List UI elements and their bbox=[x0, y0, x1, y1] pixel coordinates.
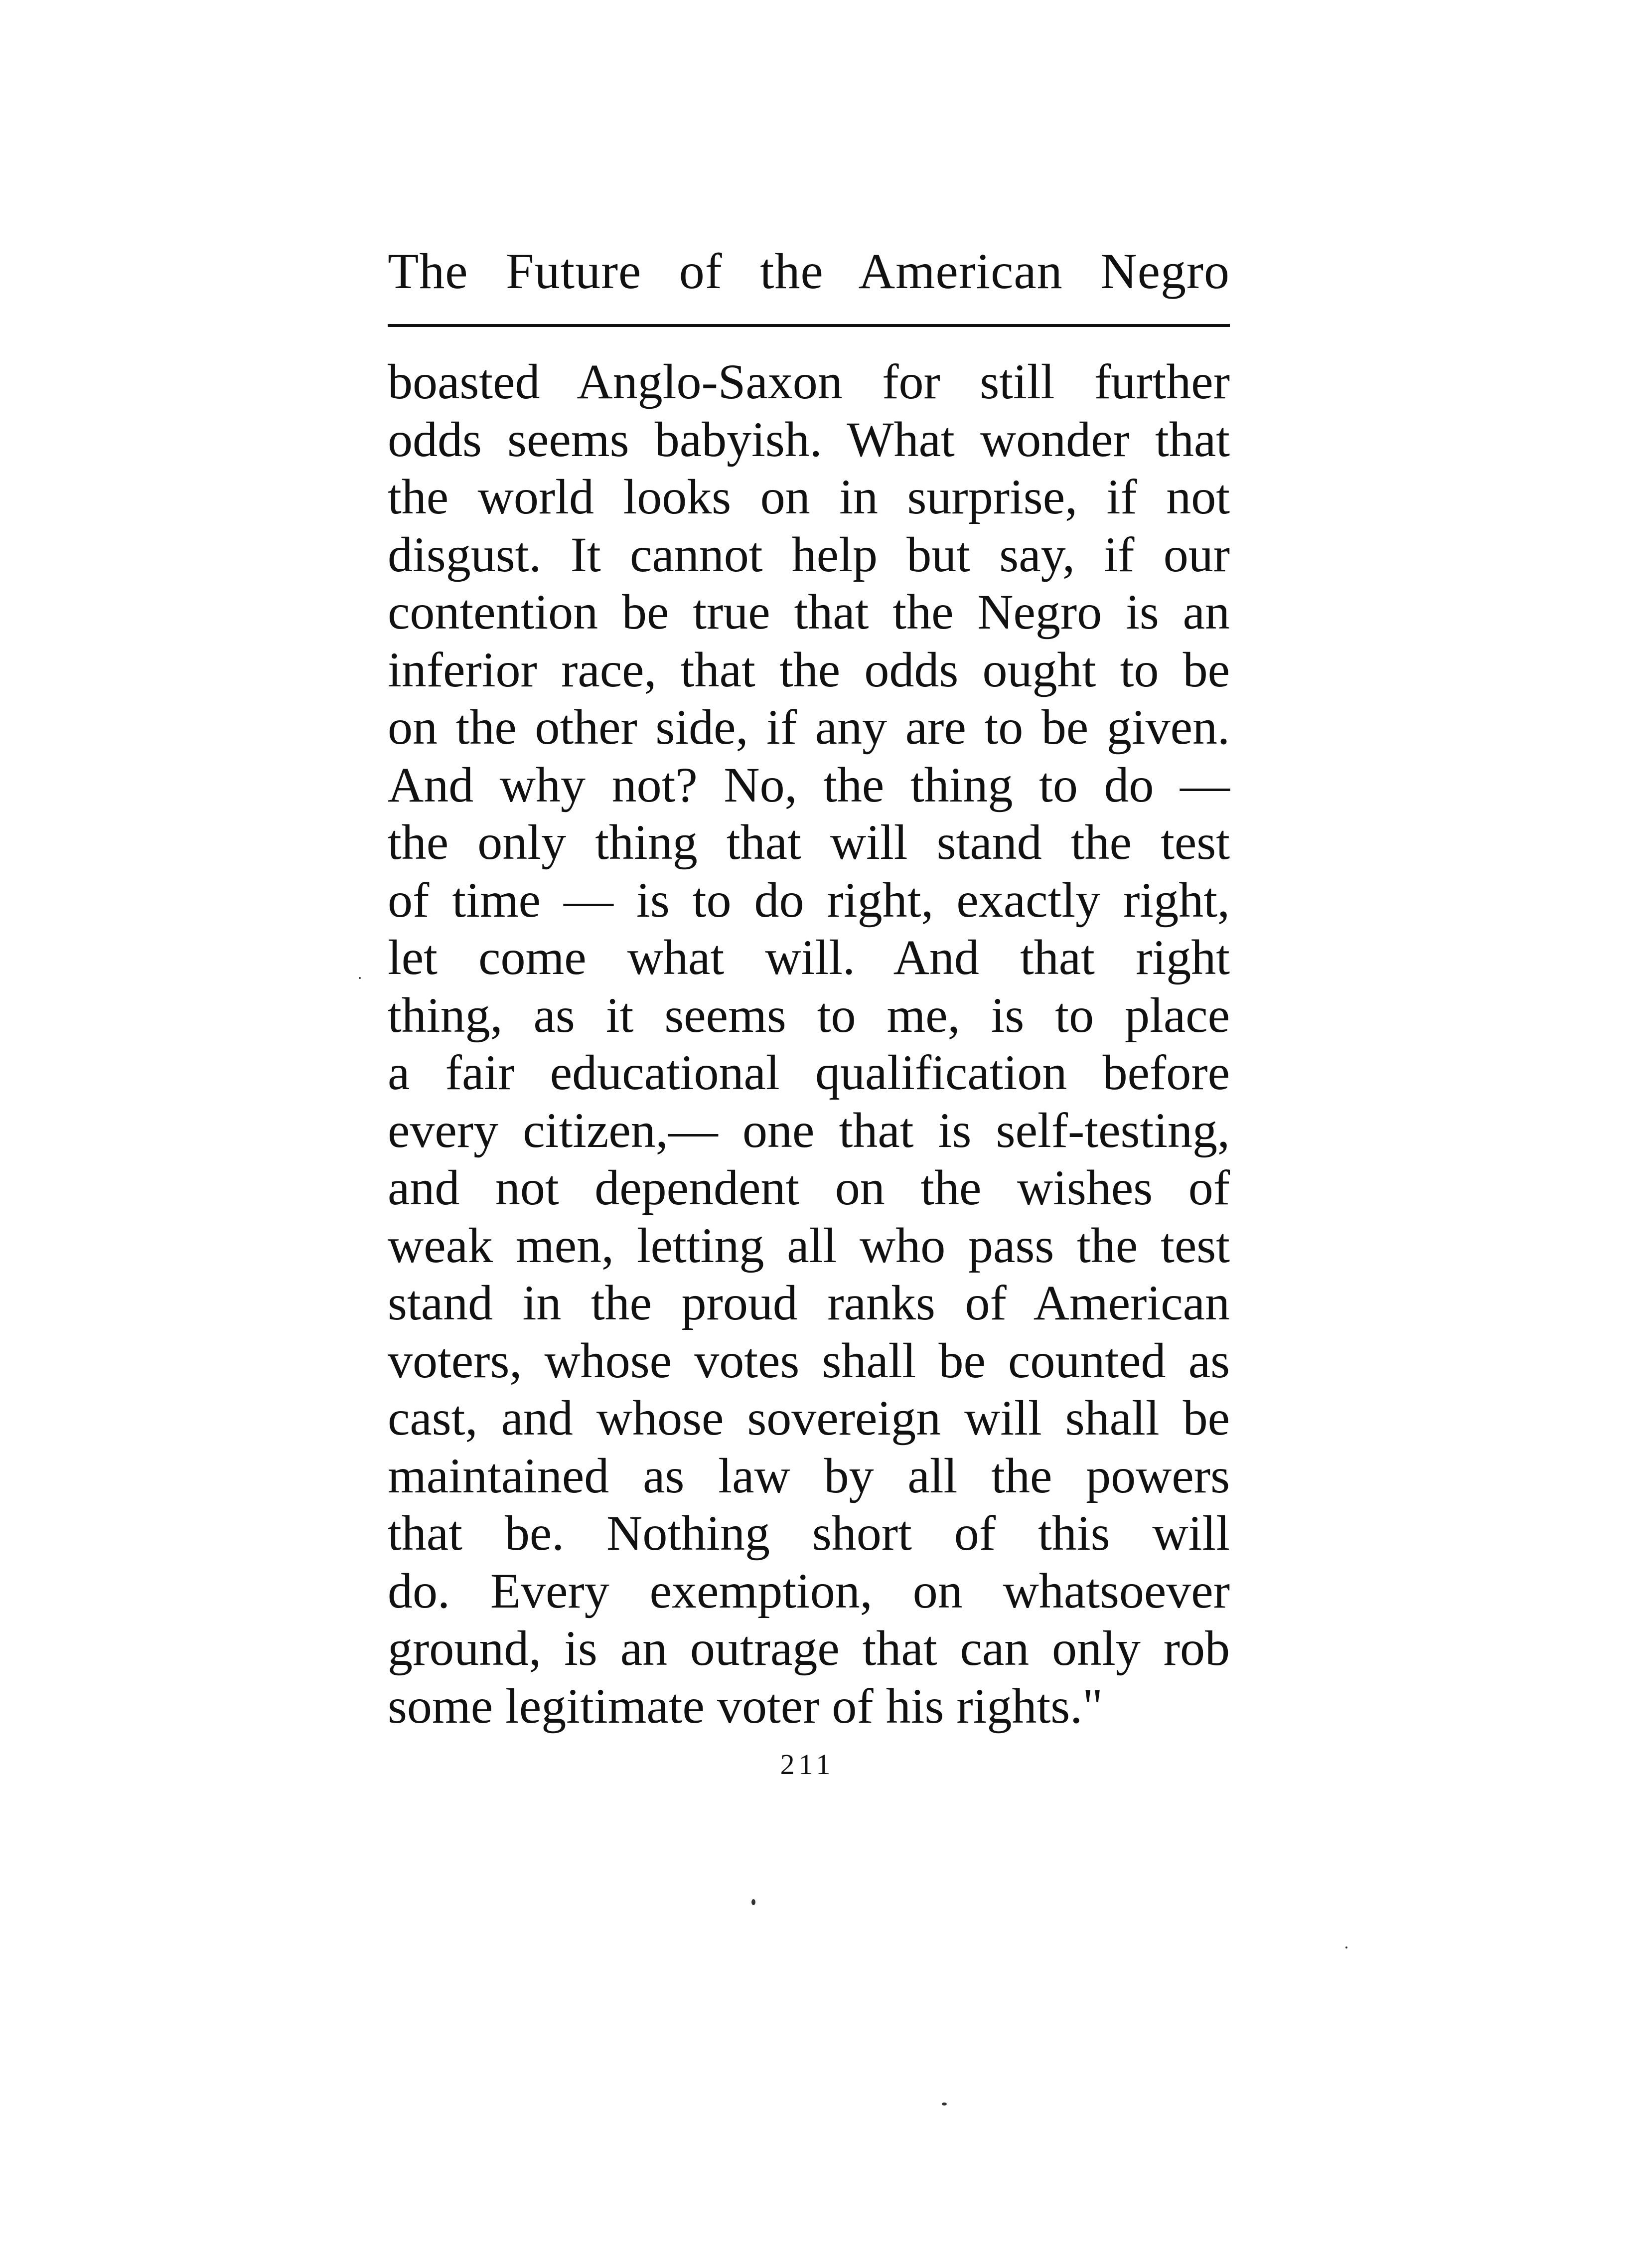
text-line: the world looks on in surprise, if not bbox=[388, 469, 1230, 524]
text-line: weak men, letting all who pass the test bbox=[388, 1217, 1230, 1273]
text-line: inferior race, that the odds ought to be bbox=[388, 642, 1230, 697]
scan-speck bbox=[942, 2103, 947, 2106]
text-line: odds seems babyish. What wonder that bbox=[388, 411, 1230, 467]
text-line: stand in the proud ranks of American bbox=[388, 1275, 1230, 1330]
running-head-title: The Future of the American Negro bbox=[388, 243, 1230, 300]
text-line: a fair educational qualification before bbox=[388, 1045, 1230, 1100]
body-text bbox=[388, 353, 1230, 1735]
text-line: some legitimate voter of his rights." bbox=[388, 1678, 1103, 1734]
text-line: of time — is to do right, exactly right, bbox=[388, 872, 1230, 928]
scan-speck bbox=[751, 1899, 755, 1905]
text-line: on the other side, if any are to be given. bbox=[388, 699, 1230, 755]
page-number: 211 bbox=[780, 1748, 835, 1781]
text-line: thing, as it seems to me, is to place bbox=[388, 987, 1230, 1043]
text-line: disgust. It cannot help but say, if our bbox=[388, 526, 1230, 582]
text-line: voters, whose votes shall be counted as bbox=[388, 1332, 1230, 1388]
text-line: the only thing that will stand the test bbox=[388, 814, 1230, 870]
scan-speck bbox=[1345, 1946, 1347, 1948]
text-line: cast, and whose sovereign will shall be bbox=[388, 1390, 1230, 1446]
text-line: And why not? No, the thing to do — bbox=[388, 757, 1230, 812]
text-line: that be. Nothing short of this will bbox=[388, 1505, 1230, 1561]
text-line: every citizen,— one that is self-testing, bbox=[388, 1102, 1230, 1158]
text-line: ground, is an outrage that can only rob bbox=[388, 1620, 1230, 1676]
text-line: contention be true that the Negro is an bbox=[388, 584, 1230, 640]
header-rule bbox=[388, 324, 1230, 327]
text-line: boasted Anglo-Saxon for still further bbox=[388, 354, 1230, 409]
text-line: do. Every exemption, on whatsoever bbox=[388, 1563, 1230, 1619]
text-line: and not dependent on the wishes of bbox=[388, 1160, 1230, 1215]
text-line: maintained as law by all the powers bbox=[388, 1448, 1230, 1503]
text-line: let come what will. And that right bbox=[388, 930, 1230, 985]
scan-speck bbox=[359, 977, 361, 979]
